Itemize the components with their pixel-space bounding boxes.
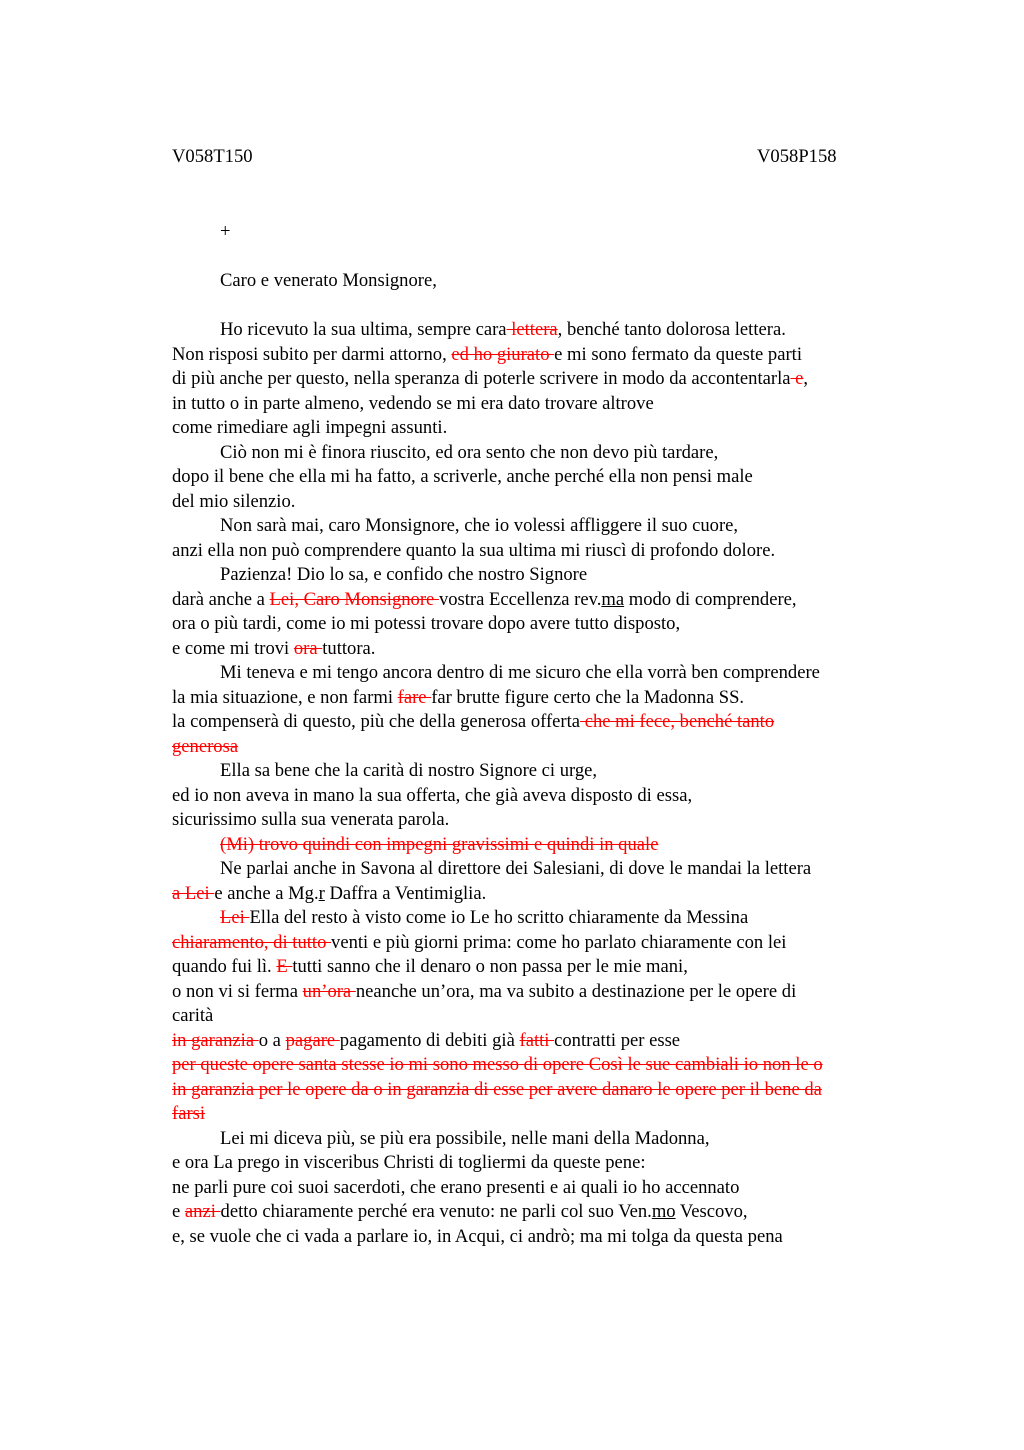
line-text: del mio silenzio. (172, 490, 296, 512)
line-text: contratti per esse (554, 1029, 681, 1051)
deleted-text: che mi fece, benché tanto (580, 711, 775, 732)
line-text: ora o più tardi, come io mi potessi trovare dopo avere tutto disposto, (172, 613, 681, 634)
deleted-text: fare (397, 686, 432, 708)
line-text: Mi teneva e mi tengo ancora dentro di me sicuro che ella vorrà ben comprendere (220, 662, 820, 683)
deleted-text: lettera (506, 319, 558, 340)
letter-line (172, 686, 744, 710)
letter-line (220, 441, 718, 465)
letter-line (172, 1004, 213, 1028)
deleted-text: e (790, 368, 804, 389)
deleted-text: fatti (519, 1029, 555, 1051)
line-text: di più anche per questo, nella speranza di poterle scrivere in modo da accontentarla (172, 368, 791, 389)
line-text: tuttora. (322, 637, 376, 659)
line-text: e, se vuole che ci vada a parlare io, in Acqui, ci andrò; ma mi tolga da questa pena (172, 1225, 783, 1247)
line-text: Lei mi diceva più, se più era possibile, nelle mani della Madonna, (220, 1127, 710, 1149)
letter-line (172, 735, 238, 759)
line-text: o a (258, 1029, 286, 1051)
letter-line (172, 588, 797, 612)
superscript-abbrev: r (318, 882, 325, 904)
letter-line (172, 1029, 680, 1053)
line-text: o non vi si ferma (172, 980, 303, 1002)
letter-line (220, 661, 820, 685)
line-text: darà anche a (172, 588, 270, 610)
letter-line (172, 1176, 739, 1200)
superscript-abbrev: ma (601, 588, 625, 610)
letter-line (220, 759, 597, 783)
line-text: come rimediare agli impegni assunti. (172, 417, 448, 438)
deleted-text: chiaramento, di tutto (172, 931, 332, 953)
line-text: ed io non aveva in mano la sua offerta, che già aveva disposto di essa, (172, 784, 693, 806)
line-text: tutti sanno che il denaro o non passa per le mie mani, (292, 956, 688, 977)
deleted-text: in garanzia (172, 1029, 259, 1051)
letter-line (172, 465, 753, 489)
line-text: Pazienza! Dio lo sa, e confido che nostro Signore (220, 564, 588, 585)
line-text: , benché tanto dolorosa lettera. (557, 319, 786, 340)
deleted-text: (Mi) trovo quindi con impegni gravissimi e quindi in quale (220, 833, 659, 855)
line-text: Non risposi subito per darmi attorno, (172, 343, 452, 365)
letter-line (220, 857, 811, 881)
letter-line (172, 343, 802, 367)
line-text: la mia situazione, e non farmi (172, 686, 398, 708)
letter-line (220, 563, 587, 587)
header-left-code: V058T150 (172, 146, 253, 167)
letter-line (220, 318, 786, 342)
line-text: e come mi trovi (172, 637, 294, 659)
deleted-text: per queste opere santa stesse io mi sono messo di opere Così le sue cambiali io non le o (172, 1054, 823, 1075)
line-text: e anche a Mg. (214, 882, 319, 904)
line-text: dopo il bene che ella mi ha fatto, a scriverle, anche perché ella non pensi male (172, 466, 753, 487)
deleted-text: in garanzia per le opere da o in garanzia di esse per avere danaro le opere per il bene da (172, 1078, 822, 1100)
letter-line (172, 1053, 823, 1077)
line-text: vostra Eccellenza rev. (438, 588, 602, 610)
line-text: Non sarà mai, caro Monsignore, che io volessi affliggere il suo cuore, (220, 515, 739, 536)
letter-line (172, 980, 796, 1004)
letter-line (172, 710, 774, 734)
line-text: carità (172, 1005, 214, 1026)
letter-line (220, 514, 738, 538)
line-text: , (803, 368, 809, 389)
letter-line (172, 392, 654, 416)
letter-line (172, 1225, 783, 1249)
deleted-text: un’ora (302, 980, 356, 1002)
letter-line (172, 612, 680, 636)
line-text: Daffra a Ventimiglia. (324, 882, 487, 904)
letter-line (220, 1127, 710, 1151)
superscript-abbrev: mo (651, 1201, 676, 1222)
line-text: neanche un’ora, ma va subito a destinazione per le opere di (355, 980, 797, 1002)
deleted-text: farsi (172, 1103, 206, 1124)
deleted-text: pagare (285, 1029, 340, 1051)
deleted-text: E (276, 956, 293, 977)
line-text: Ella sa bene che la carità di nostro Signore ci urge, (220, 760, 598, 781)
deleted-text: ora (293, 637, 323, 659)
deleted-text: anzi (184, 1201, 221, 1222)
letter-line (172, 416, 447, 440)
line-text: Ciò non mi è finora riuscito, ed ora sento che non devo più tardare, (220, 441, 719, 463)
line-text: e ora La prego in visceribus Christi di togliermi da queste pene: (172, 1152, 646, 1173)
line-text: venti e più giorni prima: come ho parlato chiaramente con lei (331, 931, 787, 953)
letter-line (172, 784, 692, 808)
header-right-code: V058P158 (757, 146, 837, 167)
line-text: Ne parlai anche in Savona al direttore dei Salesiani, di dove le mandai la lettera (220, 858, 812, 879)
line-text: pagamento di debiti già (339, 1029, 520, 1051)
letter-line (172, 1151, 646, 1175)
letter-line (220, 833, 658, 857)
deleted-text: ed ho giurato (451, 343, 555, 365)
line-text: Ella del resto à visto come io Le ho scritto chiaramente da Messina (249, 907, 749, 928)
line-text: sicurissimo sulla sua venerata parola. (172, 809, 450, 830)
line-text: e mi sono fermato da queste parti (554, 343, 802, 365)
deleted-text: generosa (172, 735, 239, 757)
salutation: Caro e venerato Monsignore, (220, 270, 437, 291)
letter-line (172, 955, 688, 979)
line-text: detto chiaramente perché era venuto: ne parli col suo Ven. (220, 1201, 652, 1222)
line-text: anzi ella non può comprendere quanto la sua ultima mi riuscì di profondo dolore. (172, 539, 776, 561)
line-text: quando fui lì. (172, 956, 277, 977)
deleted-text: a Lei (172, 882, 215, 904)
cross-mark: + (220, 221, 231, 242)
letter-line (172, 539, 775, 563)
letter-line (172, 637, 375, 661)
letter-line (172, 1102, 205, 1126)
line-text: in tutto o in parte almeno, vedendo se mi era dato trovare altrove (172, 392, 654, 414)
letter-line (172, 490, 295, 514)
letter-line (172, 367, 808, 391)
line-text: la compenserà di questo, più che della generosa offerta (172, 711, 581, 732)
line-text: far brutte figure certo che la Madonna SS. (431, 686, 745, 708)
letter-line (172, 808, 449, 832)
line-text: e (172, 1201, 185, 1222)
letter-line (172, 931, 786, 955)
line-text: modo di comprendere, (624, 588, 797, 610)
letter-line (172, 882, 486, 906)
line-text: Vescovo, (675, 1201, 748, 1222)
line-text: Ho ricevuto la sua ultima, sempre cara (220, 319, 507, 340)
deleted-text: Lei (220, 907, 250, 928)
letter-line (220, 906, 748, 930)
line-text: ne parli pure coi suoi sacerdoti, che erano presenti e ai quali io ho accennato (172, 1176, 740, 1198)
letter-line (172, 1078, 822, 1102)
letter-line (172, 1200, 748, 1224)
deleted-text: Lei, Caro Monsignore (269, 588, 439, 610)
